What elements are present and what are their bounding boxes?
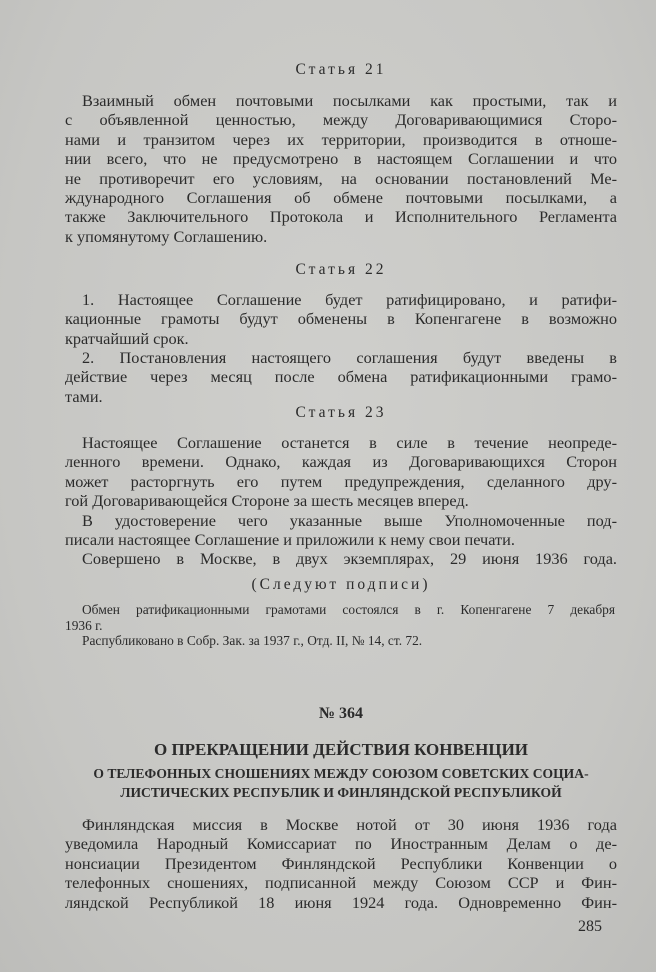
text-line: ляндской Республикой 18 июня 1924 года. Одновременно Фин- (65, 892, 617, 912)
article-23-text (65, 433, 617, 511)
article-23-heading (65, 403, 617, 422)
text-line: кратчайший срок. (65, 328, 189, 348)
text-line: О ТЕЛЕФОННЫХ СНОШЕНИЯХ МЕЖДУ СОЮЗОМ СОВЕТСКИХ СОЦИА- (93, 766, 589, 781)
text-line: (Следуют подписи) (251, 576, 431, 593)
text-line: Распубликовано в Собр. Зак. за 1937 г., Отд. II, № 14, ст. 72. (82, 633, 423, 648)
text-line: 1936 г. (65, 617, 103, 633)
text-line: 2. Постановления настоящего соглашения будут введены в (82, 348, 617, 367)
text-line: Статья 21 (295, 61, 387, 78)
document-body (65, 815, 617, 912)
article-22-point-1 (65, 290, 617, 348)
done-in-moscow (65, 549, 617, 568)
text-line: тами. (65, 386, 103, 406)
text-line: с объявленной ценностью, между Договаривающимися Сторо- (65, 110, 617, 130)
text-line: нии всего, что не предусмотрено в настоящем Соглашении и что (65, 149, 617, 169)
publication-note (65, 633, 615, 649)
text-line: телефонных сношениях, подписанной между Союзом ССР и Фин- (65, 873, 617, 893)
text-line: писали настоящее Соглашение и приложили к нему свои печати. (65, 530, 515, 550)
text-line: Статья 22 (295, 261, 387, 278)
text-line: может расторгнуть его путем предупреждения, сделанного дру- (65, 471, 617, 491)
text-line: также Заключительного Протокола и Исполнительного Регламента (65, 207, 617, 227)
article-22-point-2 (65, 348, 617, 406)
signatures-note (65, 575, 617, 594)
text-line: О ПРЕКРАЩЕНИИ ДЕЙСТВИЯ КОНВЕНЦИИ (153, 740, 529, 759)
article-21-heading (65, 60, 617, 79)
text-line: Обмен ратификационными грамотами состоялся в г. Копенгагене 7 декабря (82, 602, 615, 617)
document-title-main (65, 740, 617, 759)
text-line: ленного времени. Однако, каждая из Договаривающихся Сторон (65, 452, 617, 472)
text-line: ждународного Соглашения об обмене почтовыми посылками, а (65, 187, 617, 207)
text-line: нами и транзитом через их территории, производится в отноше- (65, 129, 617, 149)
document-number (65, 704, 617, 723)
text-line: к упомянутому Соглашению. (65, 226, 268, 246)
document-title-sub (65, 764, 617, 803)
text-line: ЛИСТИЧЕСКИХ РЕСПУБЛИК И ФИНЛЯНДСКОЙ РЕСПУБЛИКОЙ (120, 785, 562, 801)
text-line: Статья 23 (295, 404, 387, 421)
ratification-note (65, 602, 615, 633)
text-line: не противоречит его условиям, на основании постановлений Ме- (65, 168, 617, 188)
page-number: 285 (578, 918, 602, 935)
certification-text (65, 511, 617, 550)
article-21-text (65, 91, 617, 246)
text-line: Совершено в Москве, в двух экземплярах, 29 июня 1936 года. (82, 549, 617, 568)
text-line: кационные грамоты будут обменены в Копенгагене в возможно (65, 309, 617, 329)
article-22-heading (65, 260, 617, 279)
text-line: Настоящее Соглашение останется в силе в течение неопреде- (82, 433, 617, 452)
text-line: уведомила Народный Комиссариат по Иностранным Делам о де- (65, 834, 617, 854)
text-line: действие через месяц после обмена ратификационными грамо- (65, 367, 617, 387)
text-line: 1. Настоящее Соглашение будет ратифицировано, и ратифи- (82, 290, 617, 309)
text-line: нонсиации Президентом Финляндской Республики Конвенции о (65, 853, 617, 873)
text-line: № 364 (318, 705, 364, 722)
text-line: В удостоверение чего указанные выше Уполномоченные под- (82, 511, 617, 530)
text-line: Финляндская миссия в Москве нотой от 30 июня 1936 года (82, 815, 617, 834)
text-line: Взаимный обмен почтовыми посылками как простыми, так и (82, 91, 617, 110)
text-line: гой Договаривающейся Стороне за шесть месяцев вперед. (65, 491, 469, 511)
